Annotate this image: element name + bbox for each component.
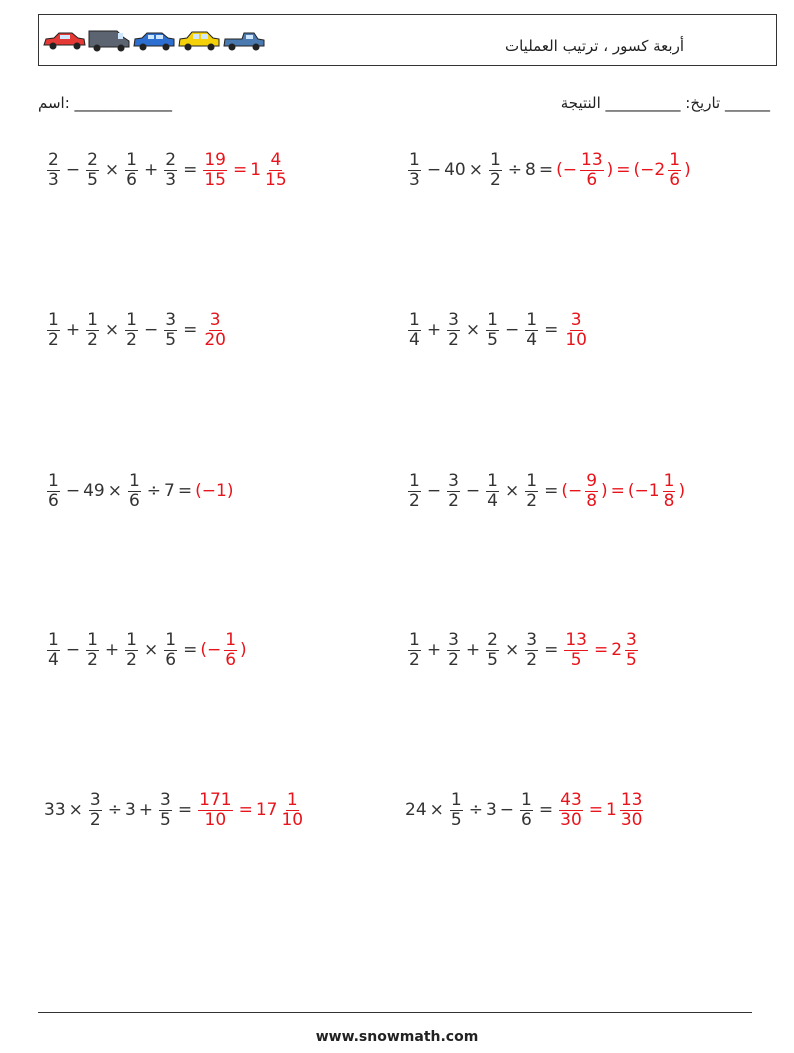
number: 17 bbox=[255, 800, 278, 820]
numerator: 3 bbox=[526, 629, 538, 650]
numerator: 1 bbox=[487, 470, 498, 491]
denominator: 15 bbox=[265, 169, 287, 190]
fraction bbox=[125, 151, 138, 189]
problem-8 bbox=[405, 620, 641, 680]
numerator: 19 bbox=[204, 149, 226, 170]
date-score-label: تاريخ: __________ النتيجة ______ bbox=[560, 94, 770, 112]
number: 49 bbox=[83, 481, 105, 501]
answer bbox=[561, 311, 591, 349]
number: ) bbox=[678, 481, 686, 501]
operator: = bbox=[538, 800, 554, 820]
numerator: 1 bbox=[409, 309, 420, 330]
operator: × bbox=[143, 640, 159, 660]
denominator: 2 bbox=[87, 649, 98, 670]
problem-7 bbox=[44, 620, 247, 680]
problem-4 bbox=[405, 300, 591, 360]
numerator: 3 bbox=[570, 309, 582, 330]
number: 7 bbox=[164, 481, 175, 501]
denominator: 2 bbox=[448, 329, 459, 350]
operator: = bbox=[177, 800, 193, 820]
fraction bbox=[408, 311, 421, 349]
denominator: 6 bbox=[586, 169, 598, 190]
operator: = bbox=[588, 800, 604, 820]
fraction bbox=[663, 472, 676, 510]
fraction bbox=[486, 311, 499, 349]
problem-1 bbox=[44, 140, 291, 200]
operator: + bbox=[465, 640, 481, 660]
fraction bbox=[125, 311, 138, 349]
numerator: 2 bbox=[487, 629, 498, 650]
denominator: 2 bbox=[126, 329, 137, 350]
denominator: 4 bbox=[48, 649, 59, 670]
number: (− bbox=[561, 481, 583, 501]
operator: − bbox=[65, 160, 81, 180]
denominator: 5 bbox=[160, 809, 171, 830]
answer bbox=[200, 311, 230, 349]
fraction bbox=[86, 631, 99, 669]
denominator: 10 bbox=[281, 809, 304, 830]
fraction bbox=[89, 791, 102, 829]
numerator: 13 bbox=[565, 629, 587, 650]
denominator: 3 bbox=[409, 169, 420, 190]
header-box bbox=[38, 14, 777, 66]
number: (−2 bbox=[633, 160, 666, 180]
page-title: أربعة كسور ، ترتيب العمليات bbox=[504, 37, 684, 55]
operator: ÷ bbox=[146, 481, 162, 501]
operator: + bbox=[65, 320, 81, 340]
operator: × bbox=[504, 640, 520, 660]
number: 3 bbox=[485, 800, 497, 820]
denominator: 3 bbox=[165, 169, 177, 190]
number: 33 bbox=[44, 800, 66, 820]
answer bbox=[195, 791, 307, 829]
numerator: 13 bbox=[581, 149, 603, 170]
numerator: 1 bbox=[526, 470, 538, 491]
operator: = bbox=[544, 320, 559, 340]
fraction bbox=[128, 472, 141, 510]
fraction bbox=[668, 151, 681, 189]
numerator: 2 bbox=[87, 149, 98, 170]
denominator: 4 bbox=[409, 329, 420, 350]
denominator: 15 bbox=[204, 169, 226, 190]
numerator: 3 bbox=[448, 309, 459, 330]
denominator: 30 bbox=[560, 809, 582, 830]
denominator: 2 bbox=[526, 490, 538, 511]
operator: − bbox=[499, 800, 515, 820]
denominator: 4 bbox=[487, 490, 498, 511]
numerator: 1 bbox=[409, 629, 420, 650]
denominator: 2 bbox=[87, 329, 98, 350]
fraction bbox=[264, 151, 288, 189]
denominator: 2 bbox=[448, 490, 459, 511]
operator: + bbox=[143, 160, 159, 180]
fraction bbox=[125, 631, 138, 669]
numerator: 1 bbox=[128, 470, 140, 491]
number: 24 bbox=[405, 800, 427, 820]
fraction bbox=[408, 631, 421, 669]
operator: + bbox=[138, 800, 154, 820]
numerator: 1 bbox=[487, 309, 498, 330]
denominator: 2 bbox=[409, 649, 420, 670]
problem-2 bbox=[405, 140, 691, 200]
fraction bbox=[486, 631, 499, 669]
fraction bbox=[164, 151, 177, 189]
number: 8 bbox=[525, 160, 536, 180]
fraction bbox=[203, 311, 227, 349]
answer bbox=[556, 151, 691, 189]
fraction bbox=[203, 151, 227, 189]
problem-3 bbox=[44, 300, 230, 360]
number: 1 bbox=[250, 160, 262, 180]
number: ) bbox=[684, 160, 691, 180]
operator: − bbox=[426, 481, 442, 501]
denominator: 6 bbox=[48, 490, 59, 511]
operator: × bbox=[468, 160, 483, 180]
fraction bbox=[86, 311, 99, 349]
operator: − bbox=[65, 481, 81, 501]
fraction bbox=[585, 472, 598, 510]
operator: ÷ bbox=[468, 800, 483, 820]
denominator: 2 bbox=[89, 809, 101, 830]
fraction bbox=[564, 311, 588, 349]
denominator: 2 bbox=[126, 649, 137, 670]
operator: = bbox=[544, 640, 559, 660]
operator: × bbox=[104, 160, 120, 180]
answer bbox=[195, 481, 233, 501]
fraction bbox=[47, 311, 60, 349]
operator: × bbox=[429, 800, 444, 820]
fraction bbox=[47, 151, 60, 189]
operator: = bbox=[616, 160, 631, 180]
fraction bbox=[520, 791, 533, 829]
fraction bbox=[159, 791, 172, 829]
red-car-icon bbox=[44, 33, 85, 50]
numerator: 1 bbox=[669, 149, 681, 170]
denominator: 6 bbox=[669, 169, 681, 190]
operator: ÷ bbox=[107, 800, 122, 820]
numerator: 1 bbox=[409, 470, 420, 491]
numerator: 1 bbox=[126, 629, 137, 650]
denominator: 5 bbox=[450, 809, 462, 830]
numerator: 3 bbox=[626, 629, 637, 650]
operator: × bbox=[465, 320, 481, 340]
fraction bbox=[408, 472, 421, 510]
fraction bbox=[408, 151, 421, 189]
number: ) bbox=[606, 160, 614, 180]
answer bbox=[556, 791, 646, 829]
numerator: 3 bbox=[448, 470, 459, 491]
blue-car-icon bbox=[134, 33, 174, 51]
numerator: 3 bbox=[165, 309, 177, 330]
numerator: 3 bbox=[448, 629, 459, 650]
number: (−1 bbox=[627, 481, 660, 501]
answer bbox=[200, 631, 246, 669]
numerator: 9 bbox=[586, 470, 598, 491]
denominator: 4 bbox=[526, 329, 538, 350]
answer bbox=[200, 151, 290, 189]
denominator: 6 bbox=[128, 490, 140, 511]
fraction bbox=[559, 791, 583, 829]
numerator: 2 bbox=[165, 149, 177, 170]
operator: = bbox=[183, 160, 198, 180]
numerator: 1 bbox=[521, 789, 532, 810]
operator: − bbox=[143, 320, 159, 340]
fraction bbox=[564, 631, 588, 669]
fraction bbox=[489, 151, 502, 189]
numerator: 1 bbox=[286, 789, 298, 810]
operator: − bbox=[504, 320, 520, 340]
footer-rule bbox=[38, 1012, 752, 1013]
operator: × bbox=[104, 320, 120, 340]
pickup-icon bbox=[224, 33, 264, 51]
numerator: 3 bbox=[160, 789, 171, 810]
fraction bbox=[447, 472, 460, 510]
number: (− bbox=[200, 640, 222, 660]
problem-9 bbox=[44, 780, 307, 840]
numerator: 1 bbox=[87, 629, 98, 650]
problem-5 bbox=[44, 461, 233, 521]
numerator: 3 bbox=[89, 789, 101, 810]
yellow-car-icon bbox=[179, 32, 219, 51]
numerator: 1 bbox=[48, 309, 59, 330]
operator: − bbox=[465, 481, 481, 501]
fraction bbox=[620, 791, 644, 829]
fraction bbox=[47, 472, 60, 510]
operator: = bbox=[232, 160, 248, 180]
denominator: 8 bbox=[663, 490, 675, 511]
operator: = bbox=[177, 481, 193, 501]
numerator: 1 bbox=[126, 309, 137, 330]
numerator: 1 bbox=[526, 309, 538, 330]
denominator: 2 bbox=[448, 649, 459, 670]
denominator: 5 bbox=[487, 649, 498, 670]
operator: ÷ bbox=[507, 160, 523, 180]
denominator: 8 bbox=[586, 490, 598, 511]
operator: + bbox=[426, 640, 442, 660]
number: 2 bbox=[611, 640, 623, 660]
operator: = bbox=[593, 640, 609, 660]
numerator: 4 bbox=[270, 149, 282, 170]
operator: = bbox=[538, 160, 554, 180]
denominator: 5 bbox=[87, 169, 98, 190]
numerator: 1 bbox=[225, 629, 237, 650]
number: ) bbox=[601, 481, 608, 501]
denominator: 6 bbox=[126, 169, 137, 190]
numerator: 1 bbox=[126, 149, 137, 170]
operator: × bbox=[68, 800, 83, 820]
fraction bbox=[164, 311, 177, 349]
operator: + bbox=[104, 640, 120, 660]
fraction bbox=[525, 631, 538, 669]
fraction bbox=[580, 151, 604, 189]
denominator: 5 bbox=[487, 329, 498, 350]
fraction bbox=[447, 311, 460, 349]
number: 1 bbox=[606, 800, 617, 820]
operator: − bbox=[426, 160, 442, 180]
operator: × bbox=[107, 481, 122, 501]
number: (−1) bbox=[195, 481, 234, 501]
fraction bbox=[447, 631, 460, 669]
denominator: 6 bbox=[225, 649, 237, 670]
denominator: 6 bbox=[165, 649, 177, 670]
operator: × bbox=[504, 481, 520, 501]
denominator: 6 bbox=[521, 809, 532, 830]
fraction bbox=[525, 472, 538, 510]
denominator: 3 bbox=[48, 169, 59, 190]
numerator: 3 bbox=[209, 309, 221, 330]
denominator: 2 bbox=[489, 169, 501, 190]
problem-10 bbox=[405, 780, 646, 840]
numerator: 1 bbox=[409, 149, 420, 170]
numerator: 1 bbox=[165, 629, 177, 650]
numerator: 1 bbox=[489, 149, 501, 170]
fraction bbox=[450, 791, 463, 829]
fraction bbox=[625, 631, 638, 669]
denominator: 5 bbox=[570, 649, 582, 670]
numerator: 1 bbox=[87, 309, 98, 330]
denominator: 30 bbox=[620, 809, 643, 830]
numerator: 1 bbox=[450, 789, 462, 810]
fraction bbox=[486, 472, 499, 510]
denominator: 20 bbox=[204, 329, 226, 350]
answer bbox=[561, 631, 641, 669]
fraction bbox=[280, 791, 304, 829]
denominator: 10 bbox=[565, 329, 587, 350]
footer-url: www.snowmath.com bbox=[315, 1029, 479, 1045]
number: ) bbox=[240, 640, 247, 660]
number: 3 bbox=[124, 800, 136, 820]
operator: − bbox=[65, 640, 81, 660]
operator: = bbox=[183, 640, 198, 660]
operator: = bbox=[544, 481, 559, 501]
numerator: 2 bbox=[48, 149, 59, 170]
fraction bbox=[525, 311, 538, 349]
cars-decoration bbox=[42, 27, 272, 53]
operator: = bbox=[610, 481, 625, 501]
denominator: 2 bbox=[48, 329, 59, 350]
numerator: 13 bbox=[620, 789, 643, 810]
fraction bbox=[47, 631, 60, 669]
operator: + bbox=[426, 320, 442, 340]
fraction bbox=[86, 151, 99, 189]
van-icon bbox=[89, 31, 129, 52]
numerator: 1 bbox=[48, 470, 59, 491]
fraction bbox=[164, 631, 177, 669]
problem-6 bbox=[405, 461, 685, 521]
numerator: 43 bbox=[560, 789, 582, 810]
denominator: 5 bbox=[165, 329, 177, 350]
numerator: 1 bbox=[48, 629, 59, 650]
denominator: 2 bbox=[526, 649, 538, 670]
number: 40 bbox=[444, 160, 466, 180]
numerator: 1 bbox=[663, 470, 675, 491]
operator: = bbox=[183, 320, 198, 340]
numerator: 171 bbox=[199, 789, 232, 810]
denominator: 2 bbox=[409, 490, 420, 511]
number: (− bbox=[556, 160, 578, 180]
denominator: 5 bbox=[626, 649, 637, 670]
answer bbox=[561, 472, 685, 510]
fraction bbox=[198, 791, 232, 829]
fraction bbox=[224, 631, 237, 669]
denominator: 10 bbox=[204, 809, 227, 830]
operator: = bbox=[238, 800, 253, 820]
name-field-label: اسم: _____________ bbox=[38, 94, 173, 112]
